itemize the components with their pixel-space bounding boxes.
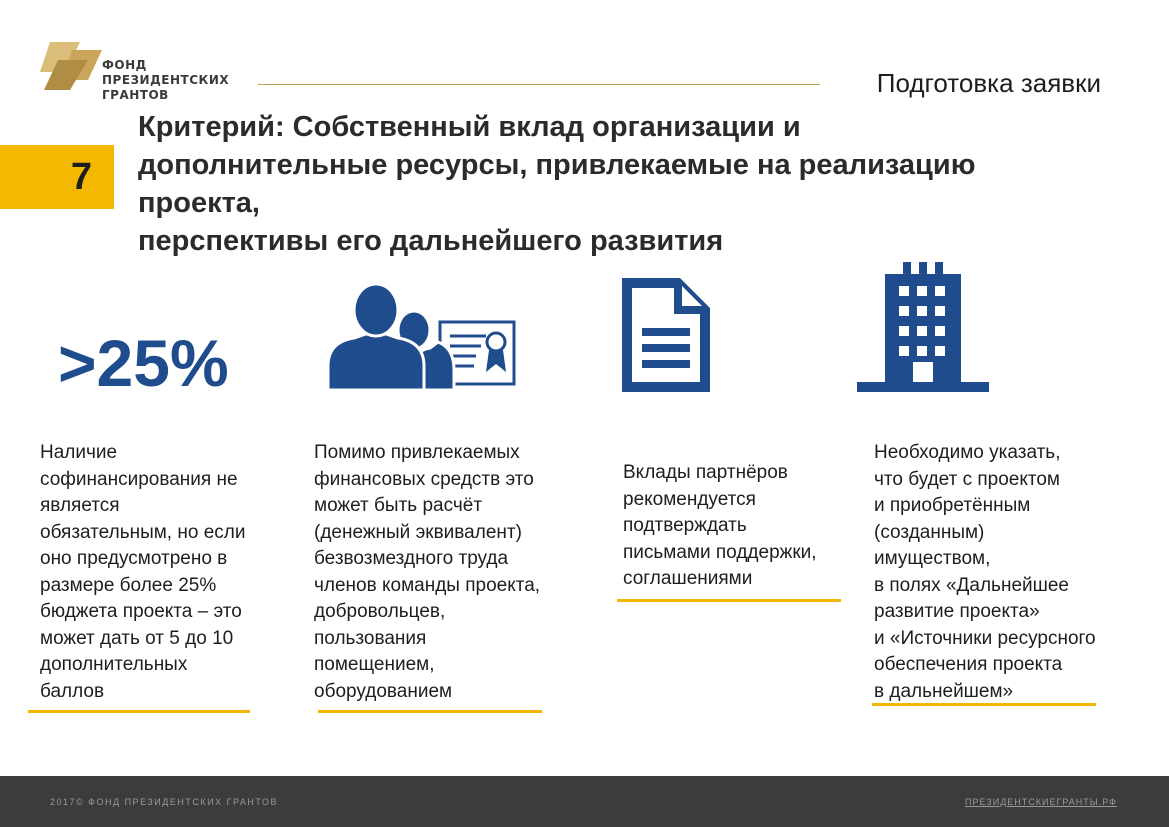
text-line: оборудованием <box>314 680 453 702</box>
text-line: обязательным, но если <box>40 521 246 543</box>
logo-line-3: ГРАНТОВ <box>102 88 169 102</box>
text-line: дополнительных <box>40 654 188 675</box>
criterion-title-line: Критерий: Собственный вклад организации и <box>138 111 801 143</box>
text-line: бюджета проекта – это <box>40 601 242 622</box>
text-line: пользования <box>314 627 427 649</box>
text-line: членов команды проекта, <box>314 574 541 596</box>
text-line: Вклады партнёров <box>623 462 788 483</box>
logo-text <box>102 58 229 103</box>
logo-line-2: ПРЕЗИДЕНТСКИХ <box>102 73 230 87</box>
criterion-title <box>138 108 1138 260</box>
footer-copyright: 2017© ФОНД ПРЕЗИДЕНТСКИХ ГРАНТОВ <box>50 797 278 807</box>
column-1-underline <box>28 710 250 713</box>
text-line: в полях «Дальнейшее <box>874 574 1070 596</box>
text-line: Наличие <box>40 442 118 463</box>
text-line: размере более 25% <box>40 574 217 596</box>
text-line: что будет с проектом <box>874 468 1060 490</box>
text-line: обеспечения проекта <box>874 654 1063 675</box>
building-icon <box>855 260 991 394</box>
text-line: софинансирования не <box>40 468 238 490</box>
text-line: соглашениями <box>623 568 753 589</box>
cofinancing-text <box>40 440 245 705</box>
header-divider <box>258 84 820 85</box>
logo-line-1: ФОНД <box>102 58 147 72</box>
text-line: и «Источники ресурсного <box>874 627 1096 649</box>
column-2-underline <box>318 710 542 713</box>
own-contribution-text <box>314 440 540 705</box>
text-line: в дальнейшем» <box>874 680 1014 702</box>
document-icon <box>620 276 712 394</box>
text-line: развитие проекта» <box>874 601 1040 622</box>
text-line: рекомендуется <box>623 488 756 510</box>
text-line: Необходимо указать, <box>874 442 1061 463</box>
text-line: имуществом, <box>874 548 991 569</box>
text-line: (созданным) <box>874 521 985 543</box>
text-line: оно предусмотрено в <box>40 548 228 569</box>
footer-bar <box>0 776 1169 827</box>
criterion-number: 7 <box>70 155 92 198</box>
criterion-title-line: перспективы его дальнейшего развития <box>138 225 724 257</box>
percentage-headline: >25% <box>58 326 229 400</box>
text-line: баллов <box>40 680 105 702</box>
text-line: Помимо привлекаемых <box>314 442 520 463</box>
text-line: может быть расчёт <box>314 495 483 516</box>
column-4-underline <box>872 703 1096 706</box>
criterion-number-badge <box>0 145 114 209</box>
criterion-title-line: проекта, <box>138 187 260 219</box>
text-line: письмами поддержки, <box>623 541 817 563</box>
criterion-title-line: дополнительные ресурсы, привлекаемые на реализацию <box>138 149 976 181</box>
text-line: подтверждать <box>623 515 747 536</box>
text-line: помещением, <box>314 654 435 675</box>
text-line: является <box>40 495 120 516</box>
text-line: (денежный эквивалент) <box>314 521 522 543</box>
text-line: финансовых средств это <box>314 468 534 490</box>
text-line: и приобретённым <box>874 495 1031 516</box>
text-line: может дать от 5 до 10 <box>40 627 234 649</box>
future-development-text <box>874 440 1096 705</box>
text-line: безвозмездного труда <box>314 548 509 569</box>
text-line: добровольцев, <box>314 601 446 622</box>
footer-website-link[interactable]: ПРЕЗИДЕНТСКИЕГРАНТЫ.РФ <box>965 797 1117 807</box>
column-3-underline <box>617 599 841 602</box>
page-title: Подготовка заявки <box>876 68 1101 98</box>
partners-text <box>623 460 817 593</box>
people-certificate-icon <box>326 284 518 394</box>
